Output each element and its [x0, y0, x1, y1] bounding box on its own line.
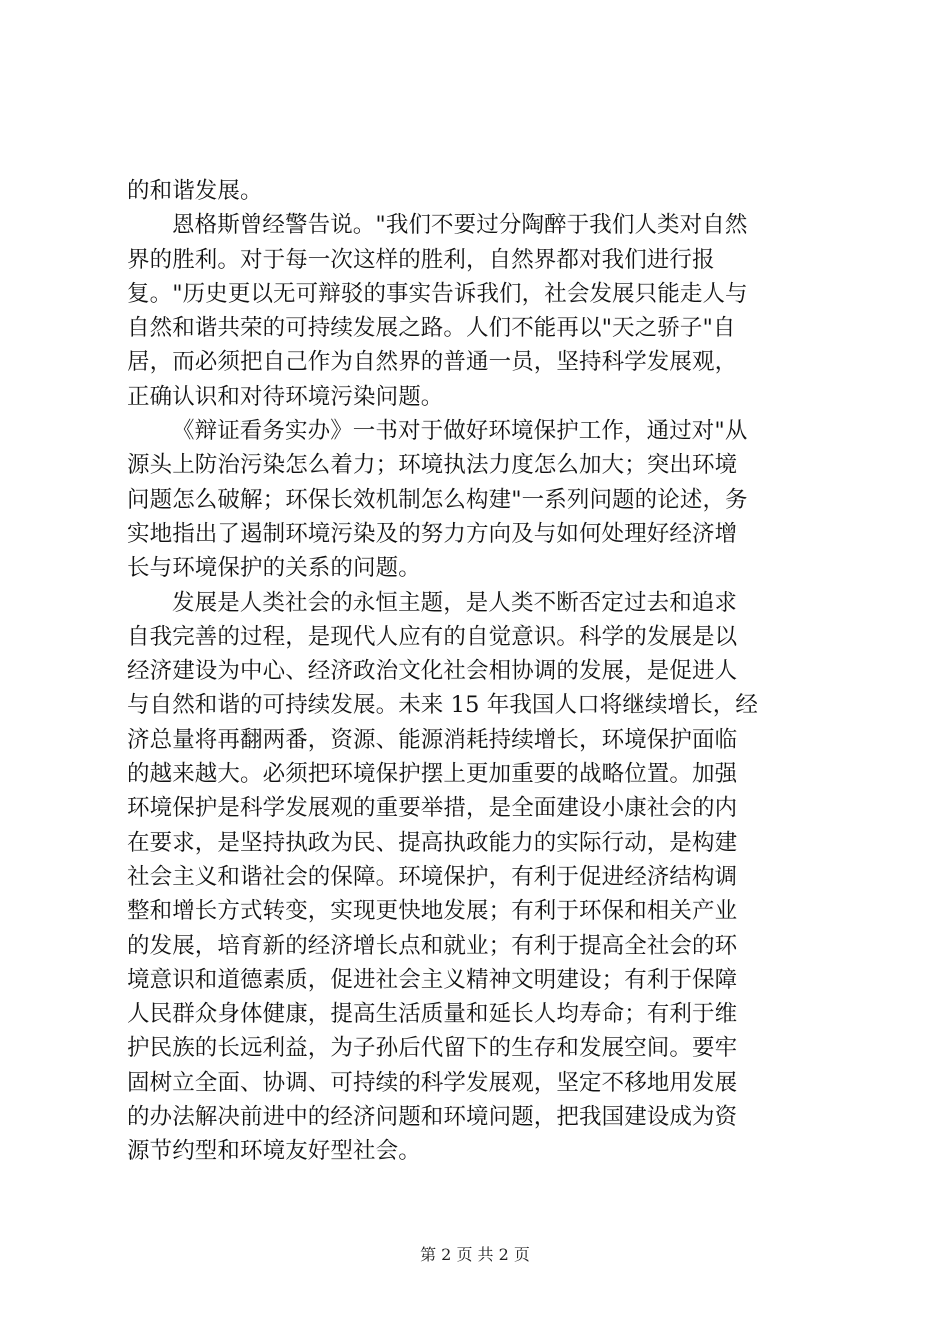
text-line: 复。"历史更以无可辩驳的事实告诉我们，社会发展只能走人与 — [127, 280, 748, 307]
text-line: 在要求，是坚持执政为民、提高执政能力的实际行动，是构建 — [127, 829, 738, 856]
text-line: 境意识和道德素质，促进社会主义精神文明建设；有利于保障 — [127, 966, 738, 993]
text-line: 的越来越大。必须把环境保护摆上更加重要的战略位置。加强 — [127, 761, 738, 788]
text-line: 长与环境保护的关系的问题。 — [127, 555, 421, 582]
text-line: 界的胜利。对于每一次这样的胜利，自然界都对我们进行报 — [127, 246, 715, 273]
text-line: 的发展，培育新的经济增长点和就业；有利于提高全社会的环 — [127, 932, 738, 959]
text-line: 居，而必须把自己作为自然界的普通一员，坚持科学发展观， — [127, 349, 738, 376]
text-line: 正确认识和对待环境污染问题。 — [127, 383, 444, 410]
text-line: 济总量将再翻两番，资源、能源消耗持续增长，环境保护面临 — [127, 726, 738, 753]
text-line: 固树立全面、协调、可持续的科学发展观，坚定不移地用发展 — [127, 1069, 738, 1096]
text-line: 问题怎么破解；环保长效机制怎么构建"一系列问题的论述，务 — [127, 486, 748, 513]
text-line: 整和增长方式转变，实现更快地发展；有利于环保和相关产业 — [127, 898, 738, 925]
text-line: 实地指出了遏制环境污染及的努力方向及与如何处理好经济增 — [127, 520, 738, 547]
page-footer: 第 2 页 共 2 页 — [420, 1245, 530, 1264]
text-line: 源节约型和环境友好型社会。 — [127, 1138, 421, 1165]
text-line: 经济建设为中心、经济政治文化社会相协调的发展，是促进人 — [127, 658, 738, 685]
text-line: 发展是人类社会的永恒主题，是人类不断否定过去和追求 — [172, 589, 738, 616]
text-line: 社会主义和谐社会的保障。环境保护，有利于促进经济结构调 — [127, 863, 738, 890]
text-line: 自然和谐共荣的可持续发展之路。人们不能再以"天之骄子"自 — [127, 315, 736, 342]
text-line: 人民群众身体健康，提高生活质量和延长人均寿命；有利于维 — [127, 1001, 738, 1028]
text-line: 的和谐发展。 — [127, 178, 263, 204]
text-line: 《辩证看务实办》一书对于做好环境保护工作，通过对"从 — [172, 418, 748, 445]
document-body — [127, 174, 827, 1169]
text-line: 护民族的长远利益，为子孙后代留下的生存和发展空间。要牢 — [127, 1035, 738, 1062]
text-line: 自我完善的过程，是现代人应有的自觉意识。科学的发展是以 — [127, 623, 738, 650]
text-line: 环境保护是科学发展观的重要举措，是全面建设小康社会的内 — [127, 795, 738, 822]
text-line: 源头上防治污染怎么着力；环境执法力度怎么加大；突出环境 — [127, 452, 738, 479]
text-line: 的办法解决前进中的经济问题和环境问题，把我国建设成为资 — [127, 1104, 738, 1131]
text-line: 与自然和谐的可持续发展。未来 15 年我国人口将继续增长，经 — [127, 692, 758, 719]
text-line: 恩格斯曾经警告说。"我们不要过分陶醉于我们人类对自然 — [172, 212, 748, 239]
